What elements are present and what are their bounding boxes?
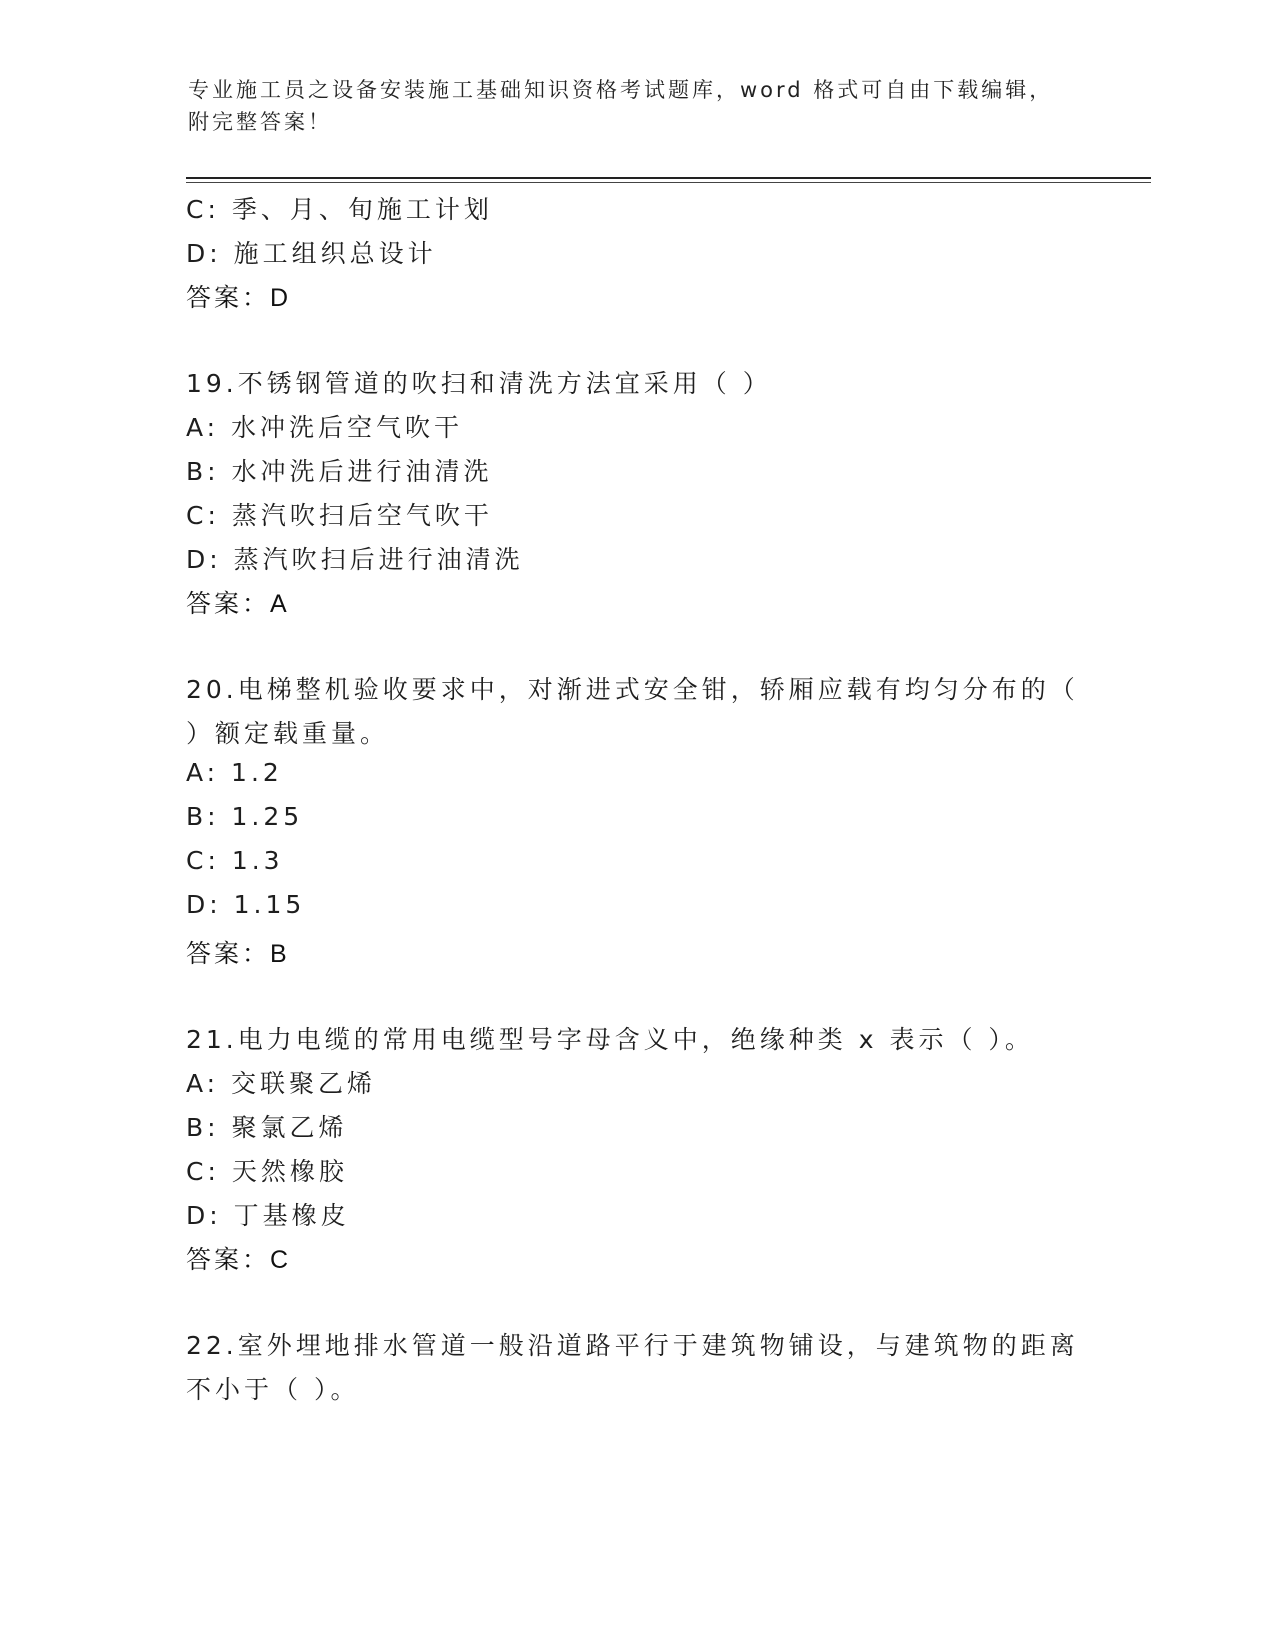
question-20-answer: 答案：B	[186, 940, 290, 968]
question-20-option-d: D: 1.15	[186, 890, 306, 919]
question-21-option-a: A: 交联聚乙烯	[186, 1069, 377, 1098]
header-divider-thick	[186, 177, 1151, 179]
answer-line: 答案：D	[186, 284, 292, 312]
question-19-text: 19.不锈钢管道的吹扫和清洗方法宜采用（ ）	[186, 369, 772, 398]
question-22-text-line-1: 22.室外埋地排水管道一般沿道路平行于建筑物铺设，与建筑物的距离	[186, 1331, 1079, 1360]
option-c: C: 季、月、旬施工计划	[186, 195, 493, 224]
question-19-answer: 答案：A	[186, 590, 290, 618]
question-20-text-line-2: ）额定载重量。	[186, 719, 390, 748]
question-21-option-d: D: 丁基橡皮	[186, 1201, 350, 1230]
question-20-option-b: B: 1.25	[186, 802, 304, 831]
question-21-answer: 答案：C	[186, 1246, 292, 1274]
question-21-option-b: B: 聚氯乙烯	[186, 1113, 348, 1142]
question-20-text-line-1: 20.电梯整机验收要求中，对渐进式安全钳，轿厢应载有均匀分布的（	[186, 675, 1079, 704]
header-line-1: 专业施工员之设备安装施工基础知识资格考试题库，word 格式可自由下载编辑，	[188, 78, 1054, 102]
question-22-text-line-2: 不小于（ ）。	[186, 1375, 360, 1404]
question-19-option-d: D: 蒸汽吹扫后进行油清洗	[186, 545, 524, 574]
question-20-option-c: C: 1.3	[186, 846, 284, 875]
question-19-option-c: C: 蒸汽吹扫后空气吹干	[186, 501, 493, 530]
question-20-option-a: A: 1.2	[186, 758, 283, 787]
header-line-2: 附完整答案！	[188, 110, 332, 134]
document-header	[188, 74, 1088, 138]
question-21-option-c: C: 天然橡胶	[186, 1157, 348, 1186]
question-19-option-b: B: 水冲洗后进行油清洗	[186, 457, 493, 486]
question-21-text: 21.电力电缆的常用电缆型号字母含义中，绝缘种类 x 表示（ ）。	[186, 1025, 1034, 1054]
option-d: D: 施工组织总设计	[186, 239, 437, 268]
header-divider-thin	[186, 182, 1151, 183]
question-19-option-a: A: 水冲洗后空气吹干	[186, 413, 464, 442]
